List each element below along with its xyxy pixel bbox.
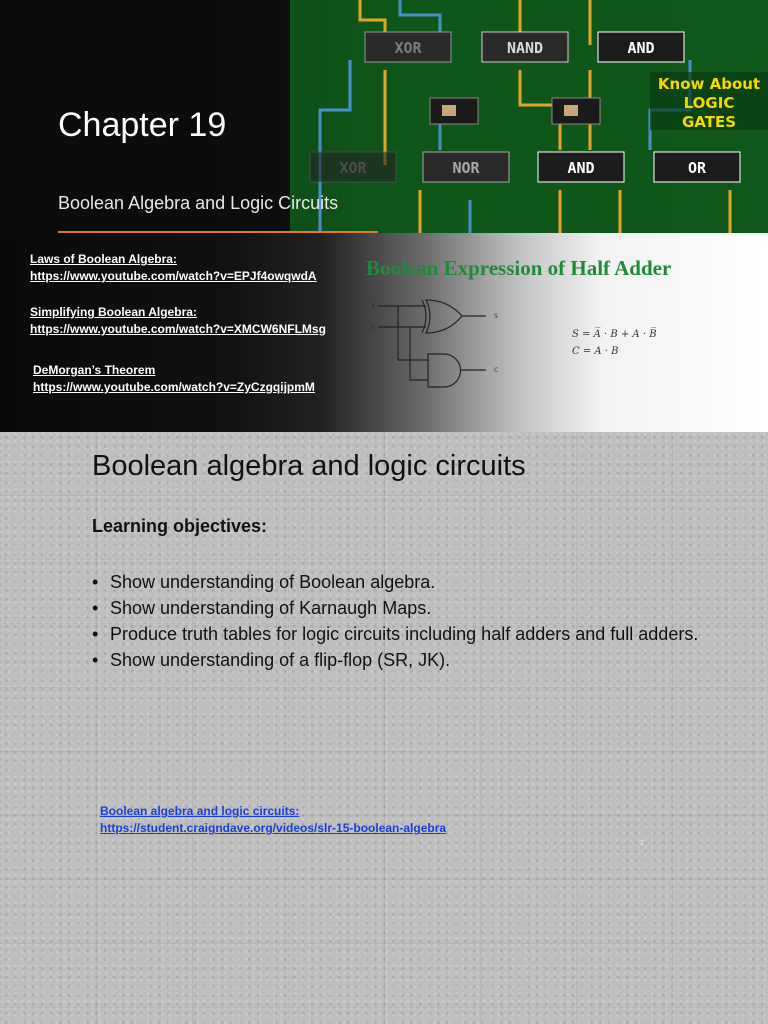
gate-or-bottom: OR — [687, 159, 707, 177]
objective-item: • Show understanding of Karnaugh Maps. — [92, 595, 732, 621]
link-laws-boolean[interactable] — [30, 251, 317, 285]
objective-item: • Produce truth tables for logic circuits including half adders and full adders. — [92, 621, 732, 647]
output-c-label: C — [494, 367, 499, 374]
chapter-subtitle: Boolean Algebra and Logic Circuits — [58, 193, 339, 213]
gate-nand-top: NAND — [506, 39, 544, 57]
output-s-label: S — [494, 313, 498, 320]
video-link[interactable] — [100, 803, 446, 837]
banner-caption-line-3: GATES — [681, 113, 737, 131]
gate-and-top: AND — [627, 39, 655, 57]
link-label[interactable]: DeMorgan’s Theorem — [33, 363, 156, 377]
link-label[interactable]: Laws of Boolean Algebra: — [30, 252, 177, 266]
page-number: 2 — [640, 840, 644, 847]
link-demorgan[interactable] — [33, 362, 315, 396]
input-b-label: B — [371, 324, 376, 331]
objectives-slide — [0, 432, 768, 1024]
objectives-list — [92, 569, 732, 673]
link-label[interactable]: Simplifying Boolean Algebra: — [30, 305, 197, 319]
objective-item: • Show understanding of a flip-flop (SR, JK). — [92, 647, 732, 673]
video-link-url[interactable]: https://student.craigndave.org/videos/slr-15-boolean-algebra — [100, 821, 447, 835]
chapter-title: Chapter 19 — [58, 106, 227, 144]
objectives-heading: Learning objectives: — [92, 516, 268, 536]
slide-title: Boolean algebra and logic circuits — [92, 450, 526, 482]
link-url[interactable]: https://www.youtube.com/watch?v=ZyCzgqijpmM — [33, 380, 315, 394]
half-adder-title: Boolean Expression of Half Adder — [366, 256, 672, 280]
banner-caption-line-1: Know About — [657, 75, 761, 93]
banner-caption-line-2: LOGIC — [683, 94, 735, 112]
gate-xor-top: XOR — [394, 39, 422, 57]
link-simplifying-boolean[interactable] — [30, 304, 326, 338]
formula-sum: S = A̅ · B + A · B̅ — [572, 329, 657, 340]
title-slide — [0, 0, 768, 432]
link-url[interactable]: https://www.youtube.com/watch?v=XMCW6NFLMsg — [30, 322, 326, 336]
logic-gates-banner — [290, 0, 768, 233]
link-url[interactable]: https://www.youtube.com/watch?v=EPJf4owqwdA — [30, 269, 317, 283]
gate-nor-bottom: NOR — [452, 159, 480, 177]
half-adder-circuit-diagram — [368, 292, 508, 392]
video-link-label[interactable]: Boolean algebra and logic circuits: — [100, 804, 300, 818]
gate-xor-bottom: XOR — [339, 159, 367, 177]
formula-carry: C = A · B — [572, 346, 619, 357]
input-a-label: A — [371, 303, 376, 310]
gate-and-bottom: AND — [567, 159, 595, 177]
title-divider — [58, 231, 378, 233]
objective-item: • Show understanding of Boolean algebra. — [92, 569, 732, 595]
